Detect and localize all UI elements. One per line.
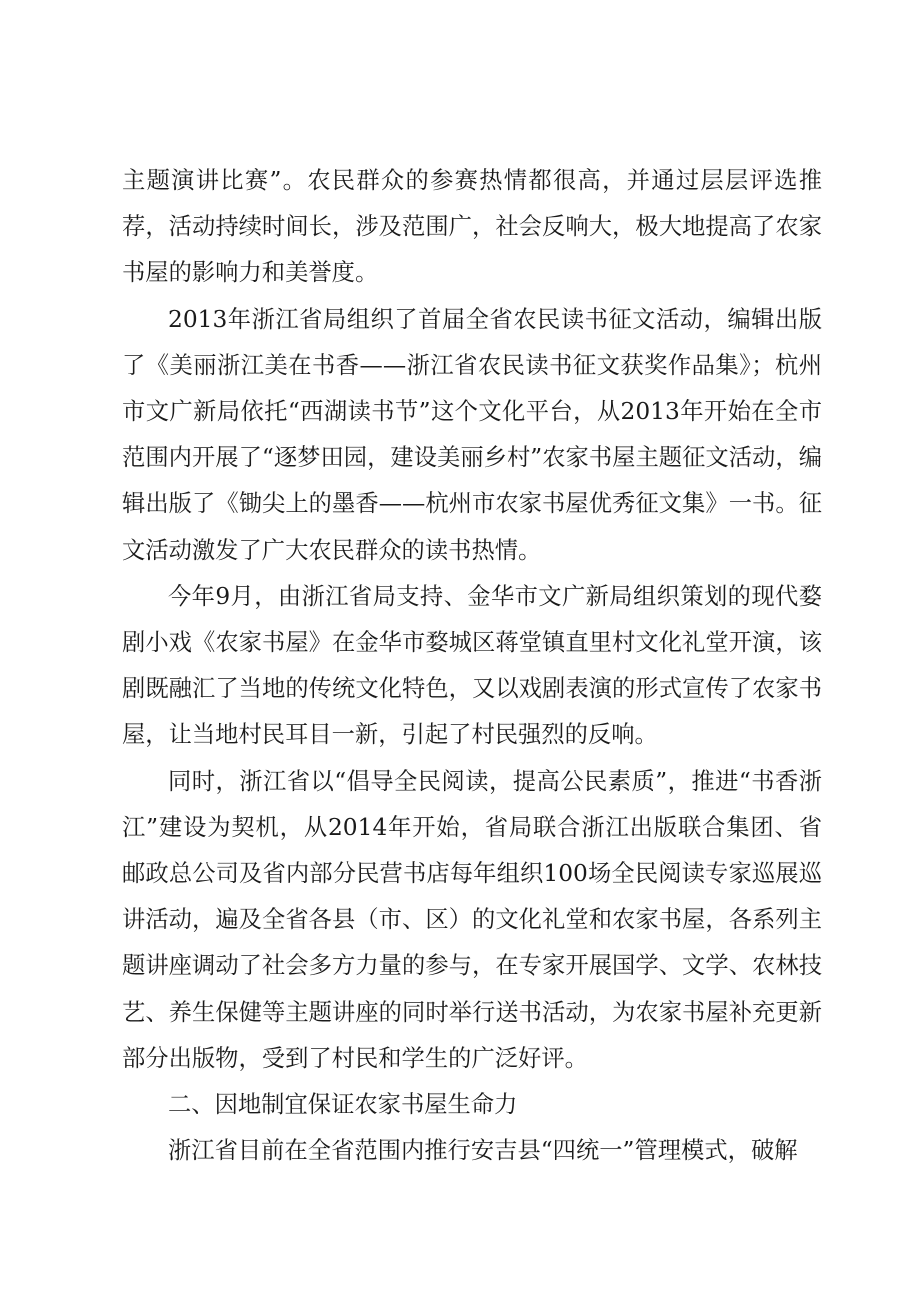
paragraph-management-model: 浙江省目前在全省范围内推行安吉县“四统一”管理模式，破解: [168, 1137, 798, 1165]
paragraph-reading-lectures: 同时，浙江省以“倡导全民阅读，提高公民素质”，推进“书香浙江”建设为契机，从2014年开始，省局联合浙江出版联合集团、省邮政总公司及省内部分民营书店每年组织100场全民阅读专家巡展巡讲活动，遍及全省各县（市、区）的文化礼堂和农家书屋，各系列主题讲座调动了社会多方力量的参与，在专家开展国学、文学、农林技艺、养生保健等主题讲座的同时举行送书活动，为农家书屋补充更新部分出版物，受到了村民和学生的广泛好评。: [122, 767, 822, 1072]
paragraph-opera-performance: 今年9月，由浙江省局支持、金华市文广新局组织策划的现代婺剧小戏《农家书屋》在金华市婺城区蒋堂镇直里村文化礼堂开演，该剧既融汇了当地的传统文化特色，又以戏剧表演的形式宣传了农家书屋，让当地村民耳目一新，引起了村民强烈的反响。: [122, 582, 822, 749]
paragraph-essay-activities: 2013年浙江省局组织了首届全省农民读书征文活动，编辑出版了《美丽浙江美在书香——浙江省农民读书征文获奖作品集》；杭州市文广新局依托“西湖读书节”这个文化平台，从2013年开始在全市范围内开展了“逐梦田园，建设美丽乡村”农家书屋主题征文活动，编辑出版了《锄尖上的墨香——杭州市农家书屋优秀征文集》一书。征文活动激发了广大农民群众的读书热情。: [122, 305, 822, 564]
paragraph-speech-contest-result: 主题演讲比赛”。农民群众的参赛热情都很高，并通过层层评选推荐，活动持续时间长，涉及范围广，社会反响大，极大地提高了农家书屋的影响力和美誉度。: [122, 167, 822, 287]
section-heading: 二、因地制宜保证农家书屋生命力: [168, 1091, 518, 1119]
body-text: [122, 158, 822, 1174]
